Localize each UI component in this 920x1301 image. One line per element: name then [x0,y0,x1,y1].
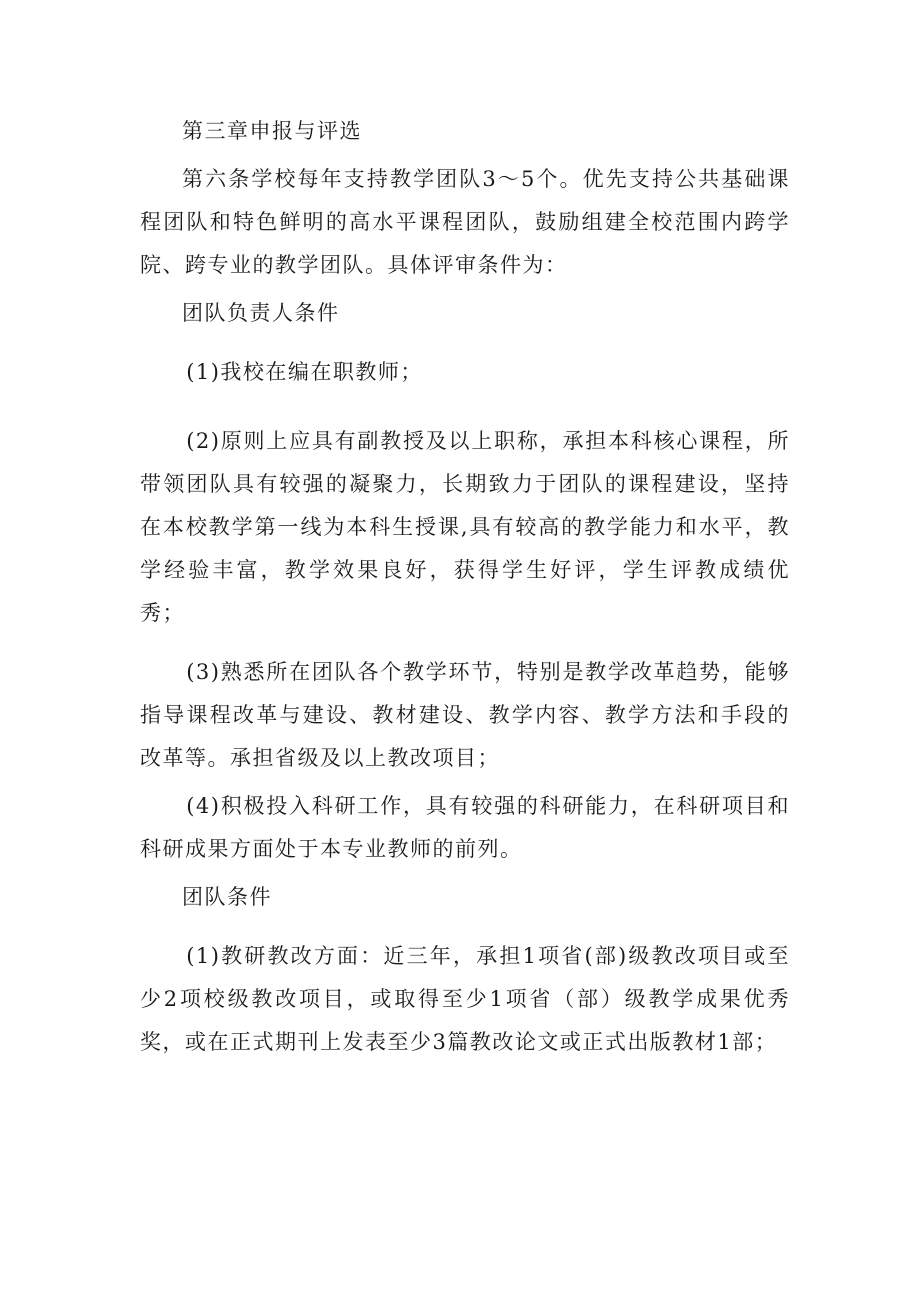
article-6-paragraph: 第六条学校每年支持教学团队3～5个。优先支持公共基础课程团队和特色鲜明的高水平课程团队，鼓励组建全校范围内跨学院、跨专业的教学团队。具体评审条件为： [140,167,790,277]
leader-condition-2: (2)原则上应具有副教授及以上职称，承担本科核心课程，所带领团队具有较强的凝聚力，长期致力于团队的课程建设，坚持在本校教学第一线为本科生授课,具有较高的教学能力和水平，教学经验丰富，教学效果良好，获得学生好评，学生评教成绩优秀； [140,429,790,625]
leader-condition-1: (1)我校在编在职教师； [186,360,423,384]
leader-condition-3: (3)熟悉所在团队各个教学环节，特别是教学改革趋势，能够指导课程改革与建设、教材建设、教学内容、教学方法和手段的改革等。承担省级及以上教改项目； [140,660,790,770]
document-body [140,110,790,1064]
leader-condition-4: (4)积极投入科研工作，具有较强的科研能力，在科研项目和科研成果方面处于本专业教师的前列。 [140,794,790,861]
team-conditions-heading: 团队条件 [182,885,272,909]
chapter-title: 第三章申报与评选 [182,119,362,143]
team-condition-1: (1)教研教改方面：近三年，承担1项省(部)级教改项目或至少2项校级教改项目，或取得至少1项省（部）级教学成果优秀奖，或在正式期刊上发表至少3篇教改论文或正式出版教材1部； [140,944,790,1054]
leader-conditions-heading: 团队负责人条件 [182,301,340,325]
